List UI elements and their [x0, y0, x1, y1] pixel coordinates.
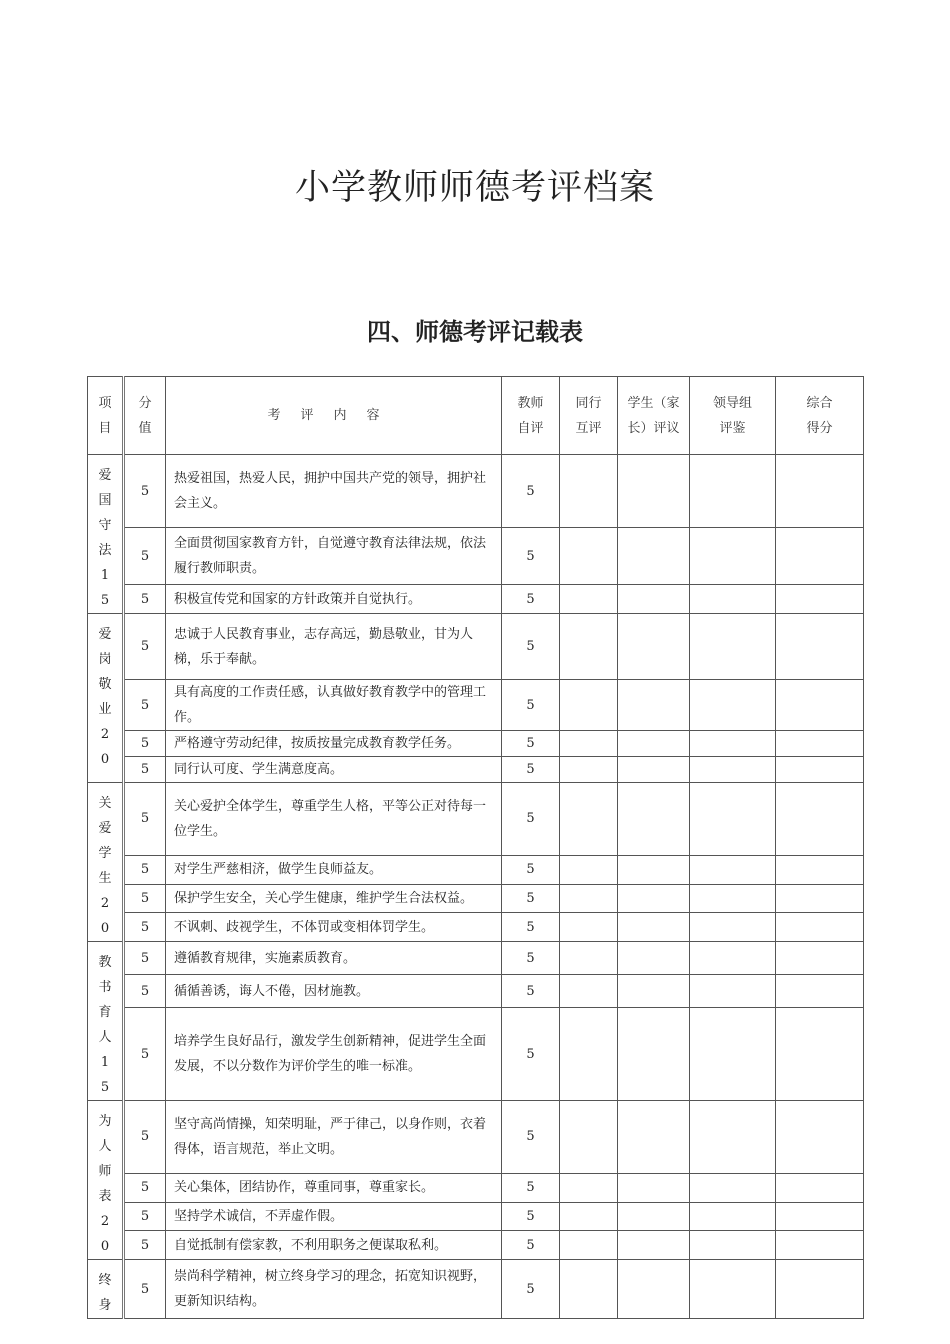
header-content: 考评内容	[166, 377, 502, 455]
peer-eval-cell	[560, 942, 618, 975]
leader-eval-cell	[690, 731, 776, 757]
total-score-cell	[776, 680, 864, 731]
leader-eval-cell	[690, 1231, 776, 1260]
total-score-cell	[776, 757, 864, 783]
category-cell	[88, 455, 124, 614]
total-score-cell	[776, 614, 864, 680]
table-row	[88, 1173, 864, 1202]
total-score-cell	[776, 455, 864, 528]
peer-eval-cell	[560, 680, 618, 731]
self-eval-cell: 5	[502, 757, 560, 783]
self-eval-cell: 5	[502, 975, 560, 1008]
peer-eval-cell	[560, 975, 618, 1008]
content-cell: 热爱祖国，热爱人民，拥护中国共产党的领导，拥护社会主义。	[166, 455, 502, 528]
table-row	[88, 1260, 864, 1319]
self-eval-cell: 5	[502, 1101, 560, 1174]
total-score-cell	[776, 975, 864, 1008]
content-cell: 遵循教育规律，实施素质教育。	[166, 942, 502, 975]
score-cell: 5	[124, 884, 166, 913]
header-self-eval: 教师自评	[502, 377, 560, 455]
total-score-cell	[776, 942, 864, 975]
peer-eval-cell	[560, 1173, 618, 1202]
table-row	[88, 585, 864, 614]
score-cell: 5	[124, 1101, 166, 1174]
content-cell: 积极宣传党和国家的方针政策并自觉执行。	[166, 585, 502, 614]
total-score-cell	[776, 1231, 864, 1260]
self-eval-cell: 5	[502, 455, 560, 528]
leader-eval-cell	[690, 1202, 776, 1231]
category-label: 爱国守法15	[98, 468, 112, 608]
self-eval-cell: 5	[502, 1260, 560, 1319]
student-eval-cell	[618, 855, 690, 884]
score-cell: 5	[124, 913, 166, 942]
content-cell: 同行认可度、学生满意度高。	[166, 757, 502, 783]
score-cell: 5	[124, 680, 166, 731]
student-eval-cell	[618, 731, 690, 757]
student-eval-cell	[618, 942, 690, 975]
leader-eval-cell	[690, 975, 776, 1008]
table-row	[88, 855, 864, 884]
peer-eval-cell	[560, 913, 618, 942]
total-score-cell	[776, 884, 864, 913]
leader-eval-cell	[690, 783, 776, 856]
student-eval-cell	[618, 585, 690, 614]
total-score-cell	[776, 731, 864, 757]
peer-eval-cell	[560, 731, 618, 757]
table-row	[88, 731, 864, 757]
category-label: 为人师表20	[98, 1114, 112, 1254]
self-eval-cell: 5	[502, 1231, 560, 1260]
content-cell: 自觉抵制有偿家教，不利用职务之便谋取私利。	[166, 1231, 502, 1260]
self-eval-cell: 5	[502, 913, 560, 942]
table-row	[88, 975, 864, 1008]
score-cell: 5	[124, 1173, 166, 1202]
score-cell: 5	[124, 614, 166, 680]
header-total: 综合得分	[776, 377, 864, 455]
student-eval-cell	[618, 680, 690, 731]
student-eval-cell	[618, 528, 690, 585]
header-item: 项目	[88, 377, 124, 455]
self-eval-cell: 5	[502, 585, 560, 614]
table-row	[88, 1008, 864, 1101]
category-label: 爱岗敬业20	[98, 627, 112, 767]
score-cell: 5	[124, 455, 166, 528]
content-cell: 具有高度的工作责任感，认真做好教育教学中的管理工作。	[166, 680, 502, 731]
header-peer-eval: 同行互评	[560, 377, 618, 455]
leader-eval-cell	[690, 1260, 776, 1319]
category-label: 终身	[98, 1273, 112, 1313]
self-eval-cell: 5	[502, 1202, 560, 1231]
table-row	[88, 884, 864, 913]
student-eval-cell	[618, 913, 690, 942]
self-eval-cell: 5	[502, 680, 560, 731]
student-eval-cell	[618, 455, 690, 528]
peer-eval-cell	[560, 1231, 618, 1260]
leader-eval-cell	[690, 585, 776, 614]
student-eval-cell	[618, 1101, 690, 1174]
category-cell	[88, 783, 124, 942]
content-cell: 坚守高尚情操，知荣明耻，严于律己，以身作则，衣着得体，语言规范，举止文明。	[166, 1101, 502, 1174]
self-eval-cell: 5	[502, 731, 560, 757]
score-cell: 5	[124, 942, 166, 975]
evaluation-table	[87, 376, 864, 1319]
score-cell: 5	[124, 855, 166, 884]
total-score-cell	[776, 855, 864, 884]
peer-eval-cell	[560, 783, 618, 856]
score-cell: 5	[124, 757, 166, 783]
peer-eval-cell	[560, 528, 618, 585]
table-row	[88, 1231, 864, 1260]
total-score-cell	[776, 1202, 864, 1231]
score-cell: 5	[124, 1231, 166, 1260]
self-eval-cell: 5	[502, 884, 560, 913]
student-eval-cell	[618, 614, 690, 680]
header-leader-eval: 领导组评鉴	[690, 377, 776, 455]
content-cell: 循循善诱，诲人不倦，因材施教。	[166, 975, 502, 1008]
peer-eval-cell	[560, 1260, 618, 1319]
student-eval-cell	[618, 1008, 690, 1101]
leader-eval-cell	[690, 614, 776, 680]
self-eval-cell: 5	[502, 783, 560, 856]
peer-eval-cell	[560, 585, 618, 614]
content-cell: 关心集体，团结协作，尊重同事，尊重家长。	[166, 1173, 502, 1202]
leader-eval-cell	[690, 1101, 776, 1174]
peer-eval-cell	[560, 455, 618, 528]
leader-eval-cell	[690, 528, 776, 585]
category-label: 教书育人15	[98, 955, 112, 1095]
content-cell: 忠诚于人民教育事业，志存高远，勤恳敬业，甘为人梯，乐于奉献。	[166, 614, 502, 680]
leader-eval-cell	[690, 680, 776, 731]
student-eval-cell	[618, 783, 690, 856]
student-eval-cell	[618, 1260, 690, 1319]
leader-eval-cell	[690, 942, 776, 975]
table-row	[88, 783, 864, 856]
table-row	[88, 1101, 864, 1174]
leader-eval-cell	[690, 757, 776, 783]
content-cell: 崇尚科学精神，树立终身学习的理念，拓宽知识视野，更新知识结构。	[166, 1260, 502, 1319]
header-student-eval: 学生（家长）评议	[618, 377, 690, 455]
leader-eval-cell	[690, 1173, 776, 1202]
leader-eval-cell	[690, 455, 776, 528]
category-cell	[88, 1260, 124, 1319]
total-score-cell	[776, 585, 864, 614]
student-eval-cell	[618, 1231, 690, 1260]
content-cell: 对学生严慈相济，做学生良师益友。	[166, 855, 502, 884]
total-score-cell	[776, 913, 864, 942]
category-cell	[88, 1101, 124, 1260]
content-cell: 全面贯彻国家教育方针，自觉遵守教育法律法规，依法履行教师职责。	[166, 528, 502, 585]
score-cell: 5	[124, 1202, 166, 1231]
score-cell: 5	[124, 1008, 166, 1101]
document-title: 小学教师师德考评档案	[294, 168, 655, 208]
content-cell: 培养学生良好品行，激发学生创新精神，促进学生全面发展，不以分数作为评价学生的唯一标准。	[166, 1008, 502, 1101]
total-score-cell	[776, 1173, 864, 1202]
total-score-cell	[776, 1008, 864, 1101]
content-cell: 保护学生安全，关心学生健康，维护学生合法权益。	[166, 884, 502, 913]
score-cell: 5	[124, 585, 166, 614]
content-cell: 严格遵守劳动纪律，按质按量完成教育教学任务。	[166, 731, 502, 757]
total-score-cell	[776, 1101, 864, 1174]
table-title: 四、师德考评记载表	[367, 318, 583, 346]
category-cell	[88, 614, 124, 783]
category-label: 关爱学生20	[98, 796, 112, 936]
self-eval-cell: 5	[502, 1008, 560, 1101]
score-cell: 5	[124, 975, 166, 1008]
category-cell	[88, 942, 124, 1101]
peer-eval-cell	[560, 884, 618, 913]
self-eval-cell: 5	[502, 1173, 560, 1202]
peer-eval-cell	[560, 1101, 618, 1174]
peer-eval-cell	[560, 855, 618, 884]
total-score-cell	[776, 528, 864, 585]
leader-eval-cell	[690, 1008, 776, 1101]
header-score: 分值	[124, 377, 166, 455]
score-cell: 5	[124, 1260, 166, 1319]
student-eval-cell	[618, 975, 690, 1008]
student-eval-cell	[618, 757, 690, 783]
self-eval-cell: 5	[502, 855, 560, 884]
table-row	[88, 614, 864, 680]
content-cell: 不讽刺、歧视学生，不体罚或变相体罚学生。	[166, 913, 502, 942]
total-score-cell	[776, 1260, 864, 1319]
self-eval-cell: 5	[502, 942, 560, 975]
table-row	[88, 942, 864, 975]
peer-eval-cell	[560, 757, 618, 783]
student-eval-cell	[618, 1173, 690, 1202]
peer-eval-cell	[560, 614, 618, 680]
leader-eval-cell	[690, 855, 776, 884]
table-header-row	[88, 377, 864, 455]
table-row	[88, 1202, 864, 1231]
score-cell: 5	[124, 528, 166, 585]
leader-eval-cell	[690, 884, 776, 913]
score-cell: 5	[124, 783, 166, 856]
content-cell: 坚持学术诚信，不弄虚作假。	[166, 1202, 502, 1231]
content-cell: 关心爱护全体学生，尊重学生人格，平等公正对待每一位学生。	[166, 783, 502, 856]
peer-eval-cell	[560, 1008, 618, 1101]
peer-eval-cell	[560, 1202, 618, 1231]
student-eval-cell	[618, 1202, 690, 1231]
table-row	[88, 455, 864, 528]
score-cell: 5	[124, 731, 166, 757]
self-eval-cell: 5	[502, 614, 560, 680]
table-row	[88, 528, 864, 585]
total-score-cell	[776, 783, 864, 856]
table-row	[88, 680, 864, 731]
table-row	[88, 757, 864, 783]
table-row	[88, 913, 864, 942]
leader-eval-cell	[690, 913, 776, 942]
student-eval-cell	[618, 884, 690, 913]
self-eval-cell: 5	[502, 528, 560, 585]
